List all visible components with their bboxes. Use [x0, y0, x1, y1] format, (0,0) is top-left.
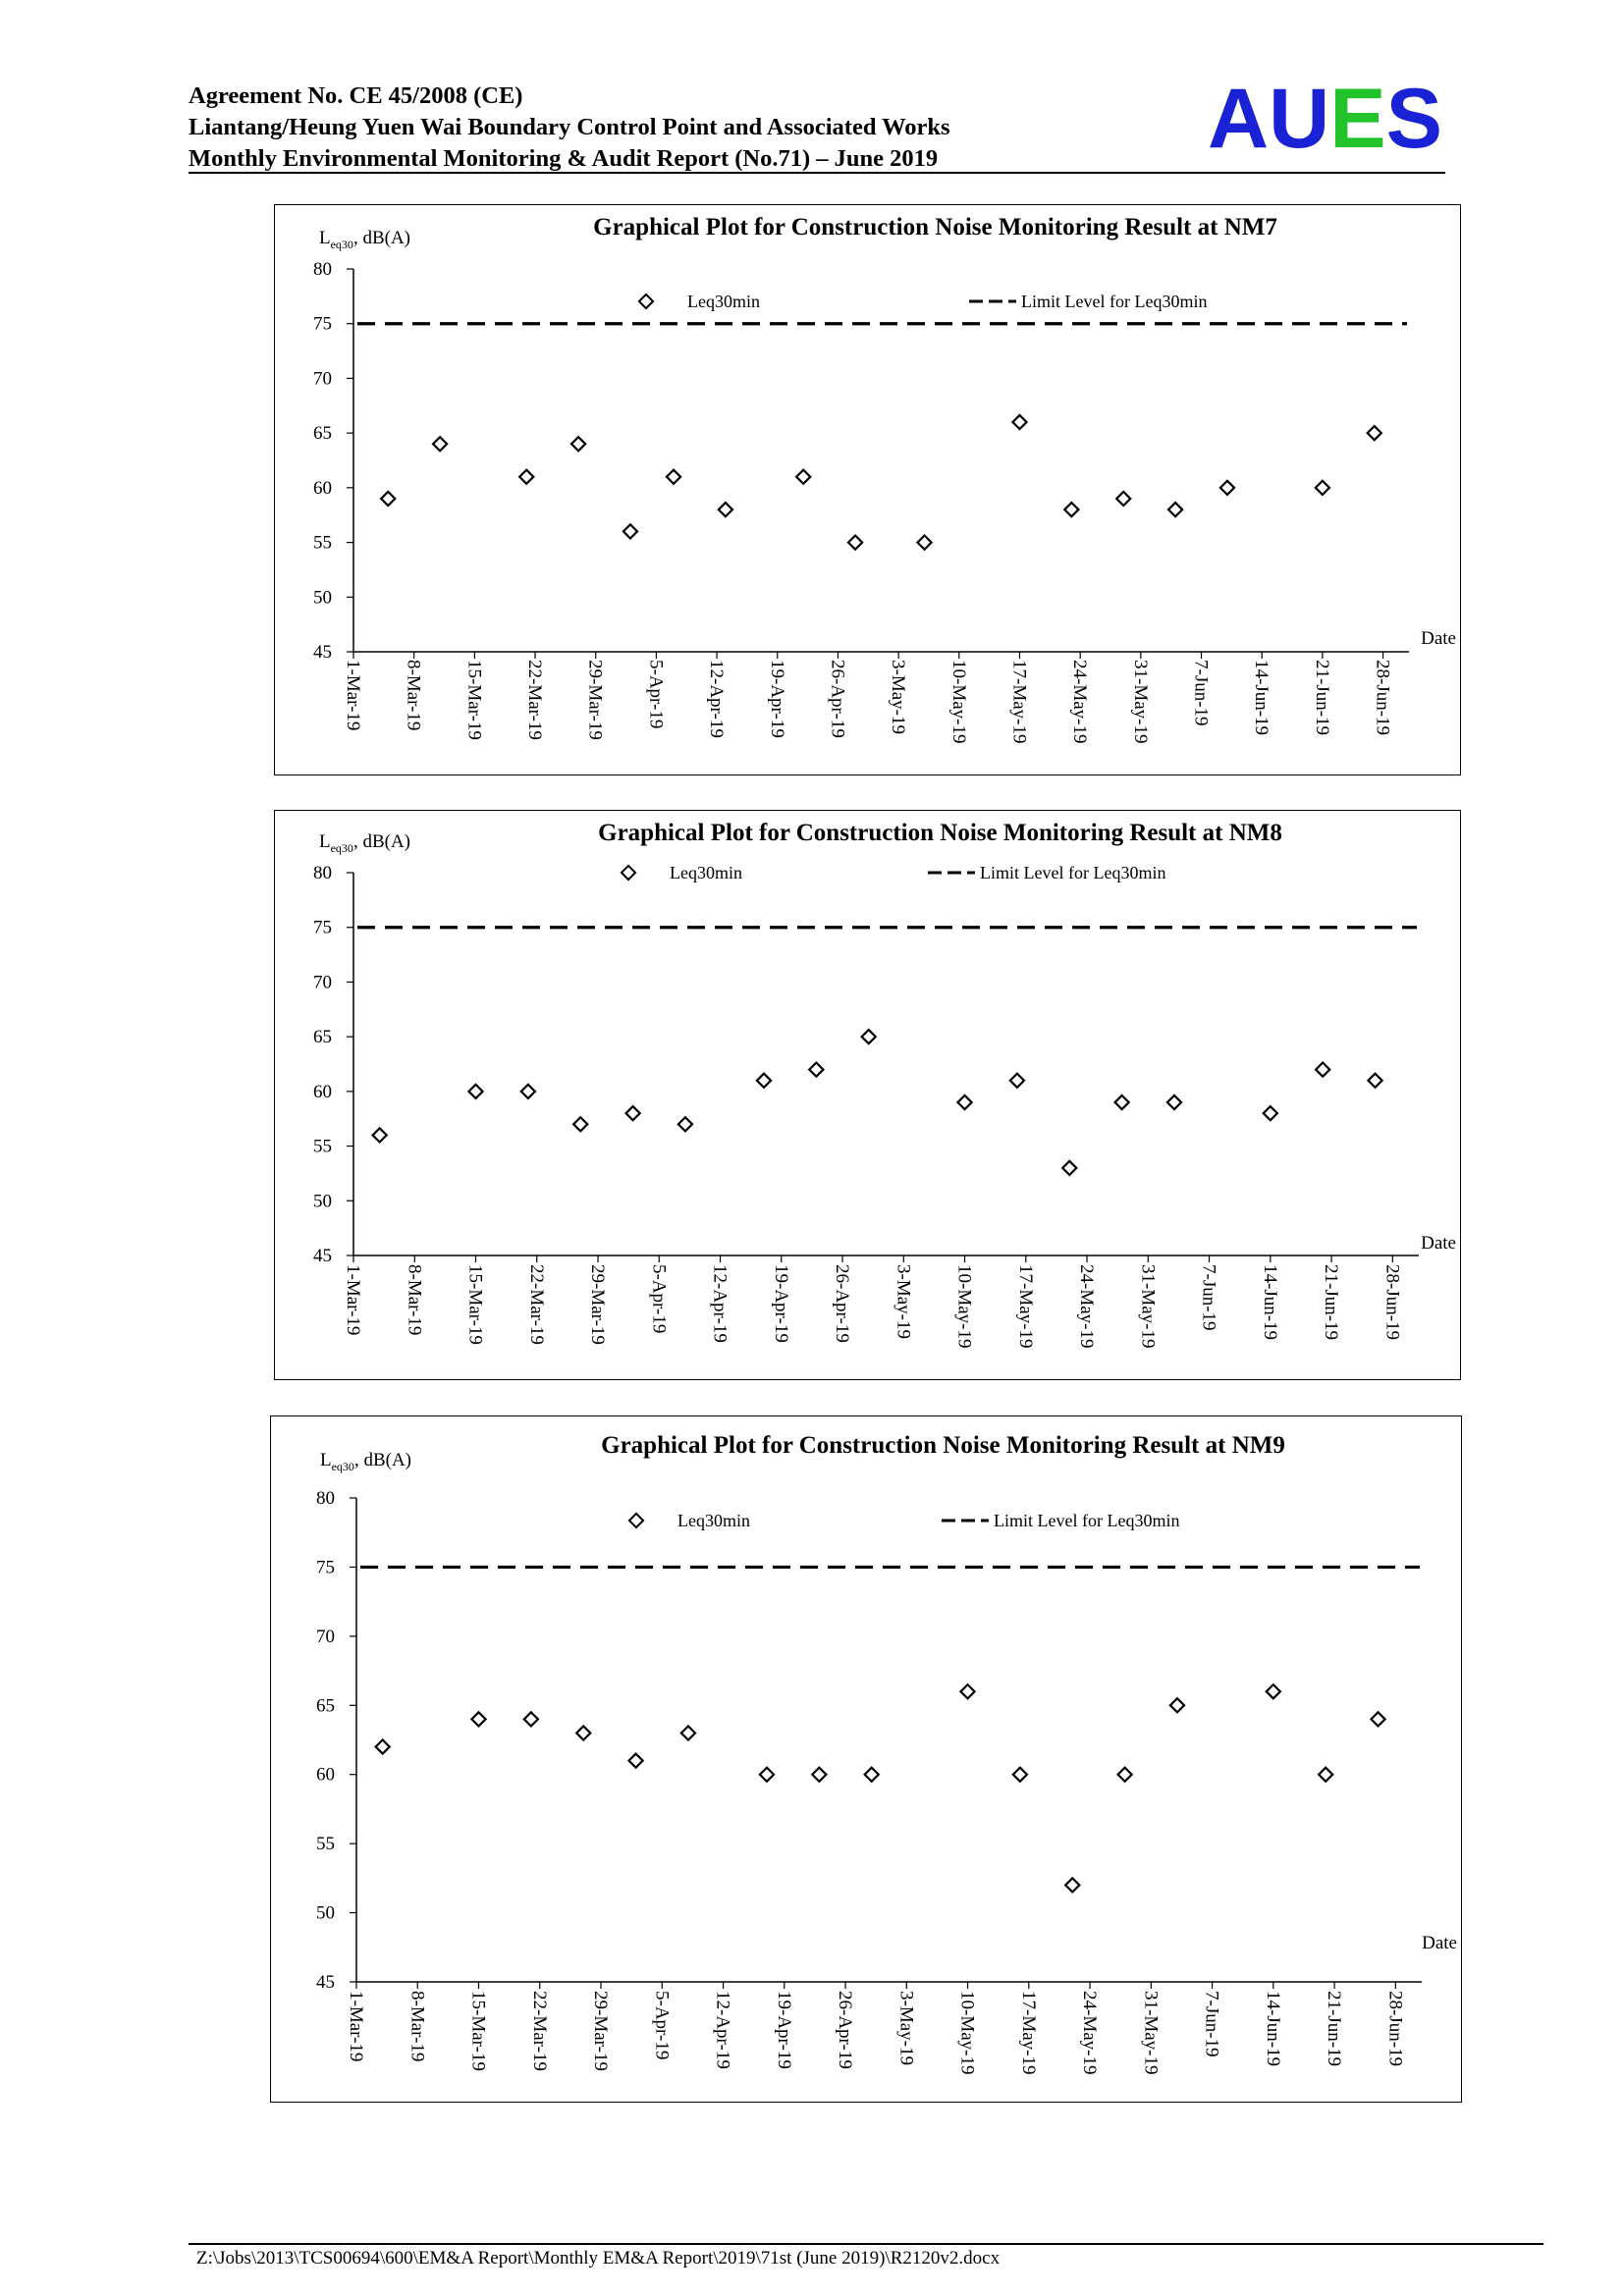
data-point-nm8: [809, 1063, 823, 1077]
data-point-nm7: [1116, 492, 1130, 506]
data-point-nm8: [1010, 1074, 1024, 1088]
x-tick-label: 21-Jun-19: [1311, 660, 1332, 736]
y-axis-label-main: L: [319, 831, 331, 852]
x-tick-label: 1-Mar-19: [346, 1991, 366, 2062]
data-point-nm7: [917, 536, 931, 550]
x-tick-label: 26-Apr-19: [835, 1991, 856, 2069]
data-point-nm7: [667, 470, 680, 484]
y-tick-label: 65: [316, 1695, 335, 1717]
x-tick-label: 8-Mar-19: [406, 1991, 428, 2062]
data-point-nm7: [719, 503, 732, 516]
data-point-nm8: [957, 1095, 971, 1109]
data-point-nm7: [1316, 481, 1329, 495]
x-tick-label: 5-Apr-19: [651, 1991, 673, 2060]
y-tick-label: 50: [316, 1902, 335, 1924]
report-title: Monthly Environmental Monitoring & Audit Report (No.71) – June 2019: [189, 145, 939, 172]
y-tick-label: 55: [316, 1834, 335, 1855]
data-point-nm7: [796, 470, 810, 484]
x-tick-label: 7-Jun-19: [1198, 1264, 1219, 1331]
x-tick-label: 1-Mar-19: [343, 1264, 363, 1336]
x-tick-label: 19-Apr-19: [766, 660, 787, 738]
y-axis-label-unit: , dB(A): [352, 831, 410, 852]
x-tick-label: 22-Mar-19: [525, 1264, 547, 1345]
data-point-nm9: [1118, 1768, 1132, 1782]
x-tick-label: 31-May-19: [1140, 1991, 1162, 2075]
y-tick-label: 50: [313, 1191, 332, 1212]
legend-marker-diamond: [622, 866, 635, 880]
x-tick-label: 17-May-19: [1014, 1264, 1036, 1349]
y-tick-label: 45: [313, 642, 332, 663]
x-axis-label: Date: [1422, 1933, 1457, 1953]
x-tick-label: 1-Mar-19: [343, 660, 363, 731]
x-tick-label: 5-Apr-19: [648, 1264, 670, 1334]
y-axis-label-sub: eq30: [330, 238, 353, 251]
x-tick-label: 12-Apr-19: [712, 1991, 733, 2069]
x-tick-label: 28-Jun-19: [1384, 1991, 1406, 2067]
y-tick-label: 75: [313, 313, 332, 335]
x-tick-label: 7-Jun-19: [1190, 660, 1212, 726]
data-point-nm8: [573, 1117, 587, 1131]
x-axis-label: Date: [1421, 1233, 1456, 1254]
x-tick-label: 21-Jun-19: [1324, 1991, 1345, 2067]
chart-title: Graphical Plot for Construction Noise Monitoring Result at NM7: [593, 214, 1277, 240]
data-point-nm9: [629, 1754, 643, 1768]
x-tick-label: 26-Apr-19: [827, 660, 848, 738]
data-point-nm7: [848, 536, 862, 550]
data-point-nm8: [373, 1128, 387, 1142]
data-point-nm8: [468, 1085, 482, 1098]
x-tick-label: 12-Apr-19: [709, 1264, 731, 1343]
y-tick-label: 70: [313, 368, 332, 390]
data-point-nm8: [1115, 1095, 1129, 1109]
data-point-nm8: [521, 1085, 535, 1098]
x-tick-label: 15-Mar-19: [467, 1991, 489, 2071]
data-point-nm9: [812, 1768, 826, 1782]
x-axis-label: Date: [1421, 628, 1456, 649]
x-tick-label: 31-May-19: [1129, 660, 1151, 744]
footer-divider: [189, 2243, 1543, 2245]
x-tick-label: 24-May-19: [1069, 660, 1091, 744]
legend: [629, 1511, 1180, 1530]
y-tick-label: 80: [316, 1488, 335, 1509]
x-tick-label: 17-May-19: [1008, 660, 1030, 744]
x-tick-label: 22-Mar-19: [524, 660, 546, 740]
x-tick-label: 12-Apr-19: [706, 660, 728, 738]
x-tick-label: 7-Jun-19: [1201, 1991, 1222, 2057]
x-tick-label: 3-May-19: [895, 1991, 917, 2065]
y-axis-label: [320, 1450, 411, 1473]
data-point-nm7: [1220, 481, 1234, 495]
y-tick-label: 45: [313, 1246, 332, 1266]
data-point-nm8: [1264, 1106, 1277, 1120]
y-axis-label: [319, 831, 410, 855]
x-tick-label: 22-Mar-19: [528, 1991, 550, 2071]
legend-limit-label: Limit Level for Leq30min: [980, 863, 1166, 882]
y-tick-label: 60: [313, 1081, 332, 1102]
legend: [639, 292, 1208, 311]
x-tick-label: 3-May-19: [893, 1264, 914, 1339]
footer-file-path: Z:\Jobs\2013\TCS00694\600\EM&A Report\Monthly EM&A Report\2019\71st (June 2019)\R2120v2.docx: [196, 2248, 1001, 2269]
legend-marker-diamond: [629, 1514, 643, 1527]
data-point-nm9: [1170, 1698, 1184, 1712]
y-tick-label: 75: [316, 1557, 335, 1578]
y-axis-label: [319, 228, 410, 251]
data-point-nm9: [1319, 1768, 1332, 1782]
x-tick-label: 24-May-19: [1076, 1264, 1098, 1349]
x-tick-label: 3-May-19: [888, 660, 909, 734]
data-point-nm9: [1065, 1878, 1079, 1892]
data-point-nm9: [1371, 1712, 1384, 1726]
data-point-nm8: [1167, 1095, 1181, 1109]
x-tick-label: 15-Mar-19: [463, 660, 485, 740]
y-tick-label: 60: [313, 477, 332, 499]
y-tick-label: 65: [313, 1027, 332, 1048]
y-tick-label: 65: [313, 423, 332, 445]
y-tick-label: 55: [313, 1136, 332, 1157]
y-axis-label-unit: , dB(A): [352, 228, 410, 248]
legend-series-label: Leq30min: [687, 292, 760, 311]
data-point-nm9: [681, 1726, 695, 1739]
legend-limit-label: Limit Level for Leq30min: [1021, 292, 1208, 311]
y-tick-label: 60: [316, 1764, 335, 1786]
data-point-nm9: [865, 1768, 879, 1782]
x-tick-label: 21-Jun-19: [1321, 1264, 1342, 1341]
legend: [622, 863, 1166, 882]
x-tick-label: 29-Mar-19: [587, 1264, 609, 1345]
aues-logo: [1208, 79, 1443, 157]
y-tick-label: 75: [313, 917, 332, 938]
data-point-nm7: [1012, 415, 1026, 429]
y-axis-label-unit: , dB(A): [353, 1450, 411, 1470]
chart-nm7: [274, 204, 1461, 775]
y-tick-label: 50: [313, 587, 332, 609]
data-point-nm7: [1368, 426, 1381, 440]
chart-title: Graphical Plot for Construction Noise Monitoring Result at NM8: [598, 820, 1282, 846]
data-point-nm8: [1368, 1074, 1381, 1088]
chart-nm9-svg: [271, 1416, 1460, 2101]
logo-letter: U: [1269, 79, 1330, 157]
chart-nm8-svg: [275, 811, 1459, 1378]
y-tick-label: 55: [313, 532, 332, 554]
x-tick-label: 28-Jun-19: [1372, 660, 1393, 736]
x-tick-label: 24-May-19: [1079, 1991, 1101, 2075]
header-divider: [189, 172, 1445, 174]
y-tick-label: 80: [313, 259, 332, 280]
x-tick-label: 28-Jun-19: [1381, 1264, 1403, 1341]
agreement-number: Agreement No. CE 45/2008 (CE): [189, 82, 523, 109]
data-point-nm7: [381, 492, 395, 506]
data-point-nm9: [471, 1712, 485, 1726]
chart-nm7-svg: [275, 205, 1459, 774]
x-tick-label: 10-May-19: [956, 1991, 978, 2075]
data-point-nm9: [960, 1684, 974, 1698]
y-axis-label-sub: eq30: [330, 841, 353, 855]
data-point-nm8: [757, 1074, 771, 1088]
data-point-nm9: [1013, 1768, 1027, 1782]
y-tick-label: 45: [316, 1972, 335, 1993]
x-tick-label: 8-Mar-19: [404, 1264, 425, 1336]
x-tick-label: 14-Jun-19: [1259, 1264, 1280, 1341]
y-axis-label-main: L: [320, 1450, 332, 1470]
data-point-nm8: [1316, 1063, 1329, 1077]
data-point-nm7: [571, 437, 585, 451]
y-tick-label: 70: [316, 1626, 335, 1647]
data-point-nm7: [1064, 503, 1078, 516]
data-point-nm9: [576, 1726, 590, 1739]
data-point-nm7: [519, 470, 533, 484]
chart-nm8: [274, 810, 1461, 1380]
data-point-nm9: [376, 1739, 390, 1753]
x-tick-label: 10-May-19: [947, 660, 969, 744]
x-tick-label: 19-Apr-19: [773, 1991, 794, 2069]
y-axis-label-main: L: [319, 228, 331, 248]
x-tick-label: 8-Mar-19: [403, 660, 424, 731]
project-title: Liantang/Heung Yuen Wai Boundary Control Point and Associated Works: [189, 114, 950, 140]
data-point-nm9: [1267, 1684, 1280, 1698]
logo-letter: A: [1208, 79, 1270, 157]
x-tick-label: 29-Mar-19: [584, 660, 606, 740]
x-tick-label: 10-May-19: [953, 1264, 975, 1349]
data-point-nm8: [1062, 1161, 1076, 1175]
data-point-nm8: [862, 1030, 876, 1043]
y-axis-label-sub: eq30: [331, 1460, 354, 1473]
y-tick-label: 80: [313, 863, 332, 883]
x-tick-label: 14-Jun-19: [1262, 1991, 1283, 2067]
x-tick-label: 29-Mar-19: [590, 1991, 612, 2071]
logo-letter: S: [1385, 79, 1442, 157]
data-point-nm9: [760, 1768, 774, 1782]
y-tick-label: 70: [313, 972, 332, 993]
legend-series-label: Leq30min: [677, 1511, 750, 1530]
legend-series-label: Leq30min: [670, 863, 742, 882]
x-tick-label: 14-Jun-19: [1251, 660, 1272, 736]
data-point-nm8: [678, 1117, 692, 1131]
chart-nm9: [270, 1415, 1462, 2103]
x-tick-label: 5-Apr-19: [645, 660, 667, 729]
data-point-nm9: [524, 1712, 538, 1726]
logo-letter: E: [1329, 79, 1386, 157]
legend-limit-label: Limit Level for Leq30min: [994, 1511, 1180, 1530]
legend-marker-diamond: [639, 294, 653, 308]
data-point-nm8: [626, 1106, 640, 1120]
logo-text: [1208, 79, 1442, 157]
x-tick-label: 17-May-19: [1017, 1991, 1039, 2075]
x-tick-label: 31-May-19: [1137, 1264, 1159, 1349]
x-tick-label: 26-Apr-19: [832, 1264, 853, 1343]
data-point-nm7: [433, 437, 447, 451]
x-tick-label: 15-Mar-19: [464, 1264, 486, 1345]
chart-title: Graphical Plot for Construction Noise Monitoring Result at NM9: [601, 1432, 1285, 1459]
data-point-nm7: [623, 524, 637, 538]
x-tick-label: 19-Apr-19: [770, 1264, 791, 1343]
data-point-nm7: [1168, 503, 1182, 516]
